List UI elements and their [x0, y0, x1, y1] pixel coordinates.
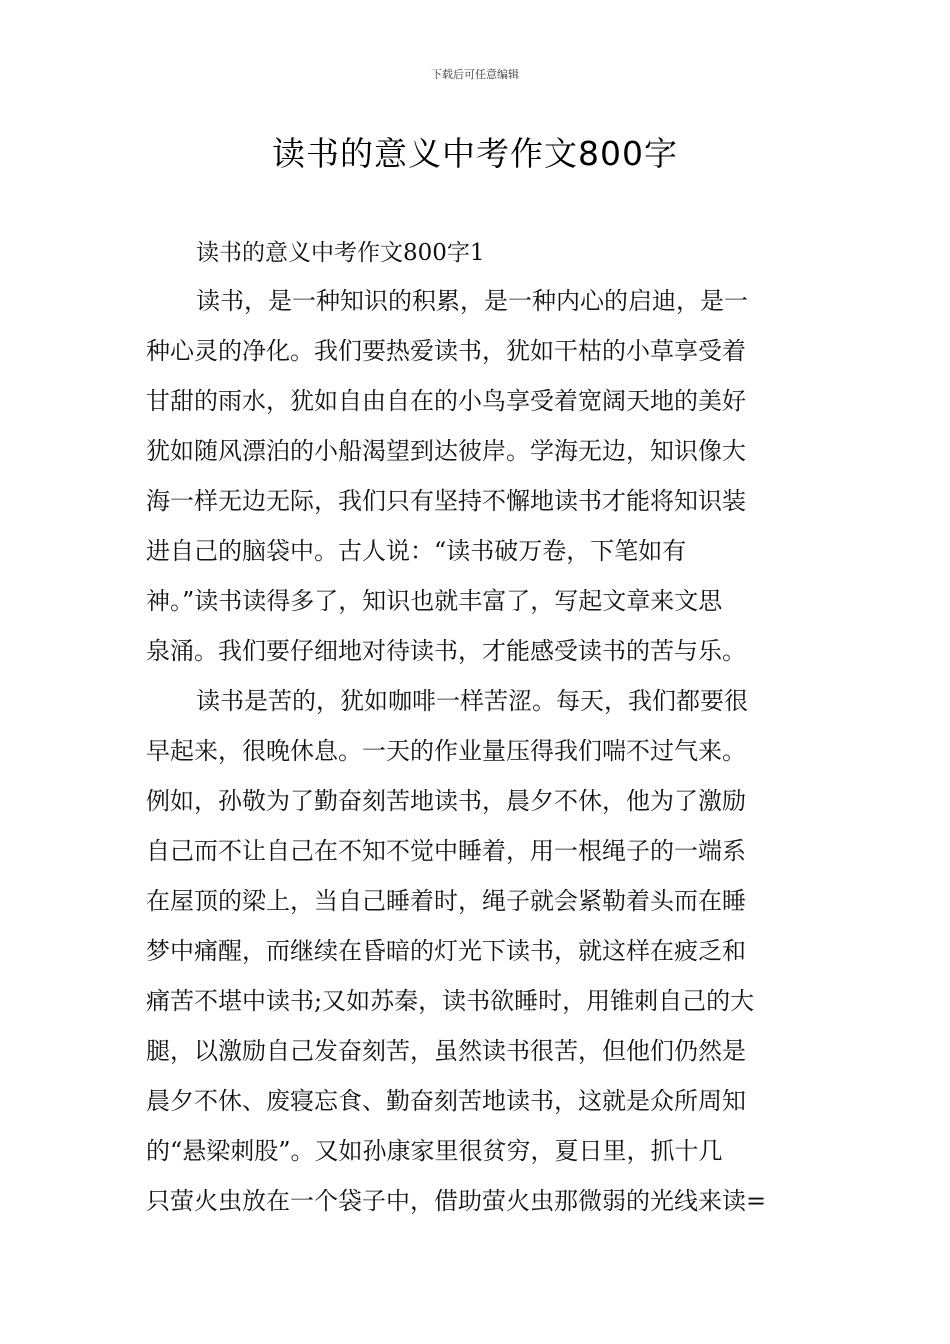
paragraph-line: 痛苦不堪中读书;又如苏秦，读书欲睡时，用锥刺自己的大: [146, 987, 755, 1015]
paragraph-line: 早起来，很晚休息。一天的作业量压得我们喘不过气来。: [146, 737, 746, 765]
paragraph-line: 读书是苦的，犹如咖啡一样苦涩。每天，我们都要很: [196, 687, 748, 715]
essay-subheading: 读书的意义中考作文800字1: [196, 240, 485, 266]
paragraph-line: 梦中痛醒，而继续在昏暗的灯光下读书，就这样在疲乏和: [146, 937, 746, 965]
paragraph-line: 读书，是一种知识的积累，是一种内心的启迪，是一: [196, 287, 748, 315]
header-note: 下载后可任意编辑: [431, 68, 519, 81]
paragraph-line: 只萤火虫放在一个袋子中，借助萤火虫那微弱的光线来读=: [146, 1187, 767, 1215]
paragraph-line: 自己而不让自己在不知不觉中睡着，用一根绳子的一端系: [146, 837, 746, 865]
paragraph-line: 海一样无边无际，我们只有坚持不懈地读书才能将知识装: [146, 487, 746, 515]
paragraph-line: 泉涌。我们要仔细地对待读书，才能感受读书的苦与乐。: [146, 637, 746, 665]
document-title: 读书的意义中考作文800字: [272, 134, 678, 173]
paragraph-line: 晨夕不休、废寝忘食、勤奋刻苦地读书，这就是众所周知: [146, 1087, 746, 1115]
paragraph-line: 的“悬梁刺股”。又如孙康家里很贫穷，夏日里，抓十几: [146, 1137, 723, 1165]
paragraph-line: 甘甜的雨水，犹如自由自在的小鸟享受着宽阔天地的美好: [146, 387, 746, 415]
paragraph-line: 种心灵的净化。我们要热爱读书，犹如干枯的小草享受着: [146, 337, 746, 365]
essay-body: [146, 276, 806, 1226]
paragraph-line: 进自己的脑袋中。古人说：“读书破万卷，下笔如有: [146, 537, 687, 565]
paragraph-line: 例如，孙敬为了勤奋刻苦地读书，晨夕不休，他为了激励: [146, 787, 746, 815]
paragraph-line: 神。”读书读得多了，知识也就丰富了，写起文章来文思: [146, 587, 723, 615]
paragraph-line: 腿，以激励自己发奋刻苦，虽然读书很苦，但他们仍然是: [146, 1037, 746, 1065]
paragraph-line: 犹如随风漂泊的小船渴望到达彼岸。学海无边，知识像大: [146, 437, 746, 465]
paragraph-line: 在屋顶的梁上，当自己睡着时，绳子就会紧勒着头而在睡: [146, 887, 746, 915]
